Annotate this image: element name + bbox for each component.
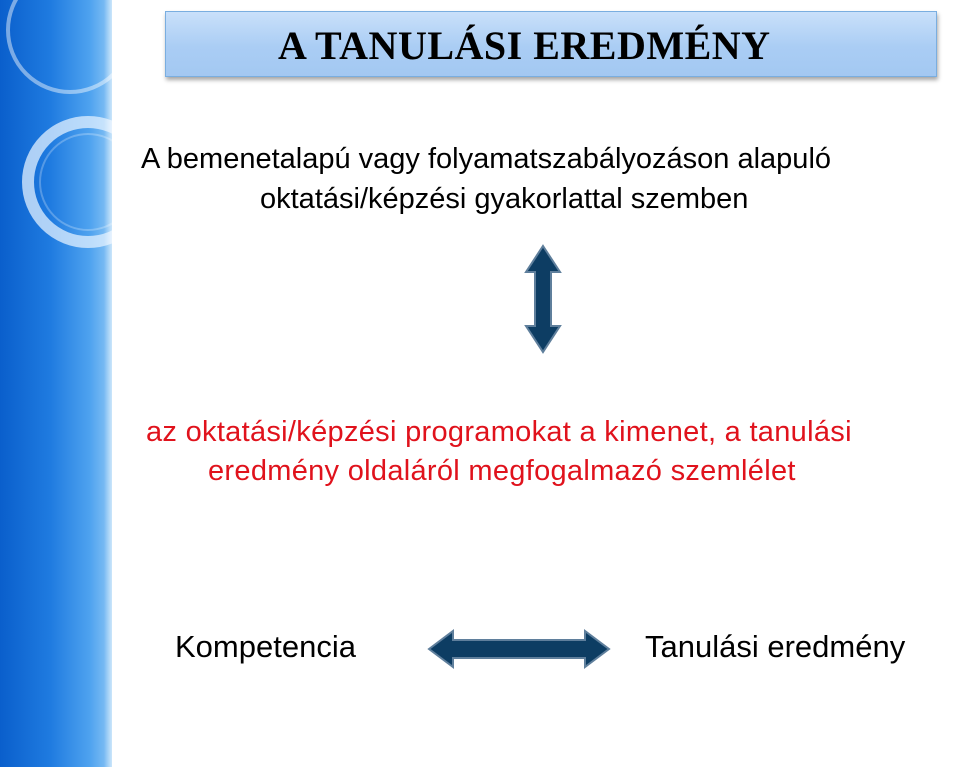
output-based-text-line-1: az oktatási/képzési programokat a kimenet, a tanulási: [146, 416, 852, 448]
double-headed-vertical-arrow-icon: [524, 244, 562, 354]
title-banner: [165, 11, 937, 77]
slide-title: A TANULÁSI EREDMÉNY: [278, 23, 771, 68]
input-based-text-line-2: oktatási/képzési gyakorlattal szemben: [260, 183, 749, 215]
right-term-label: Tanulási eredmény: [645, 629, 906, 664]
left-term-label: Kompetencia: [175, 629, 356, 664]
sidebar-decoration: [0, 0, 112, 767]
output-based-text-line-2: eredmény oldaláról megfogalmazó szemlélet: [208, 455, 796, 487]
sidebar-edge-highlight: [104, 0, 112, 767]
double-headed-horizontal-arrow-icon: [427, 628, 611, 670]
input-based-text-line-1: A bemenetalapú vagy folyamatszabályozáson alapuló: [141, 143, 832, 175]
decorative-rings: [0, 0, 112, 767]
